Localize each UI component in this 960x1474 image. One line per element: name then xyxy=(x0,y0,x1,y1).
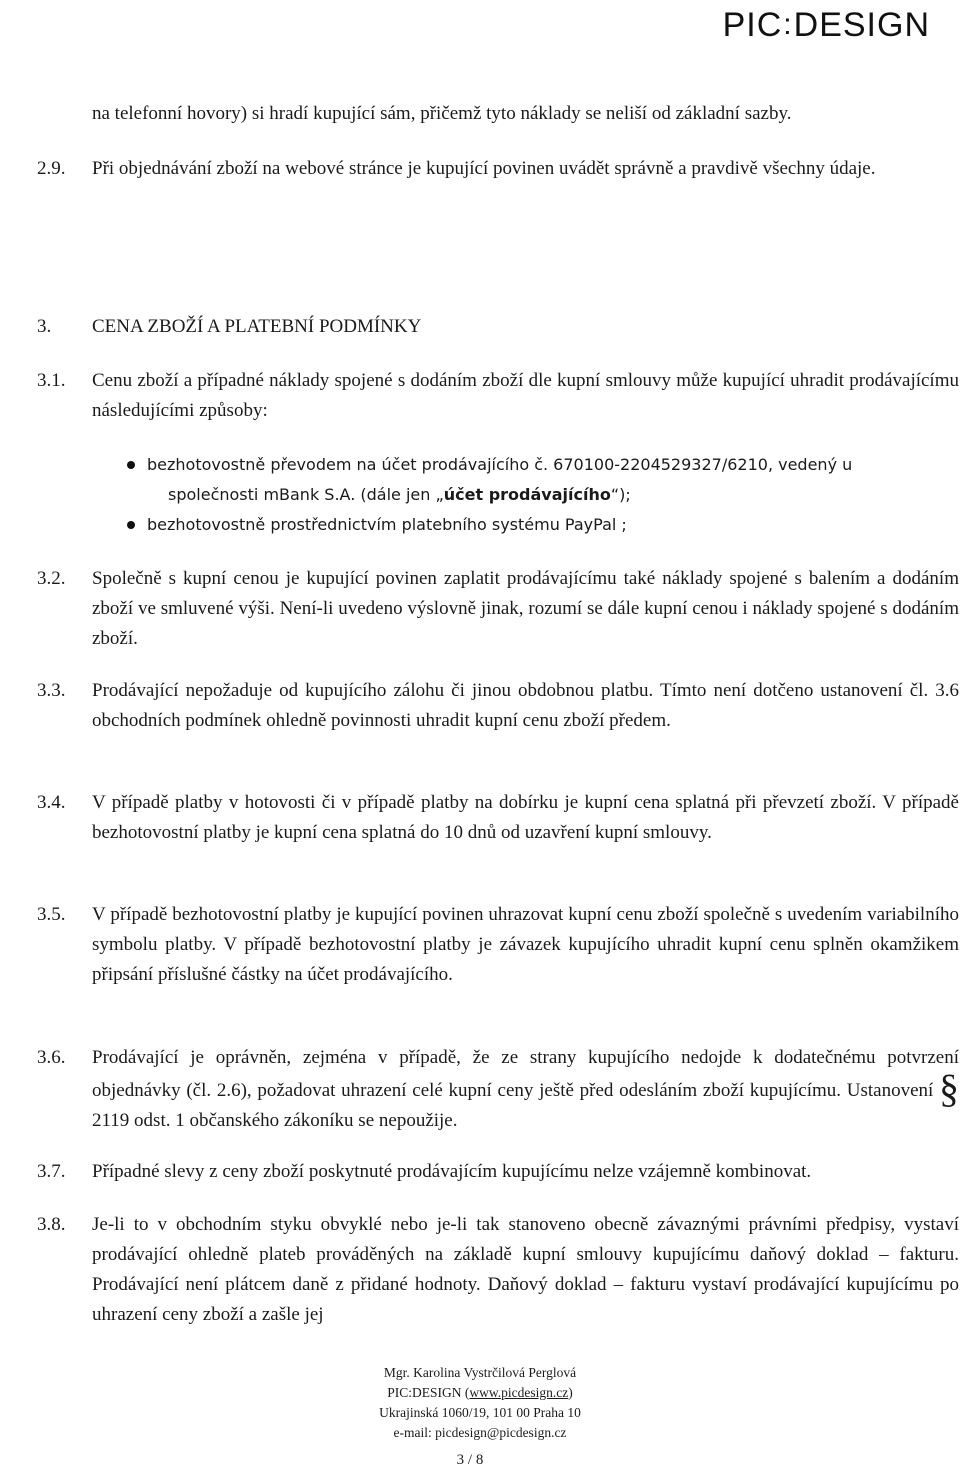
paragraph-2-9 xyxy=(37,154,959,184)
paragraph-number: 3.2. xyxy=(37,568,66,589)
paragraph-text: Prodávající je oprávněn, zejména v případě, že ze strany kupujícího nedojde k dodatečnému potvrzení objednávky (čl. 2.6), požadovat uhrazení celé kupní ceny ještě před odesláním zboží kupujícímu. Ustanovení § 2119 odst. 1 občanského zákoníku se nepoužije. xyxy=(92,1047,960,1131)
paragraph-3-5 xyxy=(37,900,959,990)
paragraph-number: 3.3. xyxy=(37,680,66,701)
paragraph-text: Cenu zboží a případné náklady spojené s dodáním zboží dle kupní smlouvy může kupující uhradit prodávajícímu následujícími způsoby: xyxy=(92,370,959,421)
paragraph-3-6 xyxy=(37,1043,959,1136)
paragraph-3-3 xyxy=(37,676,959,736)
paragraph-3-4 xyxy=(37,788,959,848)
paragraph-text: Prodávající nepožaduje od kupujícího zálohu či jinou obdobnou platbu. Tímto není dotčeno ustanovení čl. 3.6 obchodních podmínek ohledně povinnosti uhradit kupní cenu zboží předem. xyxy=(92,680,959,731)
footer-name: Mgr. Karolina Vystrčilová Perglová xyxy=(383,1365,577,1380)
bullet-icon xyxy=(127,461,135,469)
continuation-line: na telefonní hovory) si hradí kupující sám, přičemž tyto náklady se neliší od základní sazby. xyxy=(92,103,792,124)
paragraph-number: 3.6. xyxy=(37,1047,66,1068)
paragraph-text: Případné slevy z ceny zboží poskytnuté prodávajícím kupujícímu nelze vzájemně kombinovat. xyxy=(92,1161,812,1182)
paragraph-3-2 xyxy=(37,564,959,654)
list-item: bezhotovostně převodem na účet prodávajícího č. 670100-2204529327/6210, vedený u společnosti mBank S.A. (dále jen „účet prodávajícího“); xyxy=(127,450,957,510)
footer-address: Ukrajinská 1060/19, 101 00 Praha 10 xyxy=(379,1405,581,1420)
paragraph-text: Je-li to v obchodním styku obvyklé nebo je-li tak stanoveno obecně závaznými právními předpisy, vystaví prodávající ohledně plateb prováděných na základě kupní smlouvy kupujícímu daňový doklad – fakturu. Prodávající není plátcem daně z přidané hodnoty. Daňový doklad – fakturu vystaví prodávající kupujícímu po uhrazení ceny zboží a zašle jej xyxy=(92,1214,959,1325)
bullet-icon xyxy=(127,521,135,529)
paragraph-number: 3.1. xyxy=(37,370,66,391)
section-title: CENA ZBOŽÍ A PLATEBNÍ PODMÍNKY xyxy=(92,316,422,337)
paragraph-number: 3.7. xyxy=(37,1161,66,1182)
paragraph-text: V případě bezhotovostní platby je kupující povinen uhrazovat kupní cenu zboží společně s uvedením variabilního symbolu platby. V případě bezhotovostní platby je závazek kupujícího uhradit kupní cenu splněn okamžikem připsání příslušné částky na účet prodávajícího. xyxy=(92,904,959,985)
section-heading-3 xyxy=(37,312,959,342)
paragraph-number: 3.8. xyxy=(37,1214,66,1235)
paragraph-text: Společně s kupní cenou je kupující povinen zaplatit prodávajícímu také náklady spojené s balením a dodáním zboží ve smluvené výši. Není-li uvedeno výslovně jinak, rozumí se dále kupní cenou i náklady spojené s dodáním zboží. xyxy=(92,568,959,649)
list-item: bezhotovostně prostřednictvím platebního systému PayPal ; xyxy=(127,510,957,540)
footer-company: PIC:DESIGN (www.picdesign.cz) xyxy=(387,1385,573,1400)
page-number: 3 / 8 xyxy=(456,1452,484,1468)
paragraph-number: 2.9. xyxy=(37,158,66,179)
company-logo: PIC:DESIGN xyxy=(722,6,930,44)
paragraph-number: 3.4. xyxy=(37,792,66,813)
paragraph-3-8 xyxy=(37,1210,959,1330)
paragraph-text: Při objednávání zboží na webové stránce je kupující povinen uvádět správně a pravdivě všechny údaje. xyxy=(92,158,876,179)
section-sign-icon: § xyxy=(939,1066,960,1111)
payment-methods-list xyxy=(127,450,957,540)
paragraph-number: 3.5. xyxy=(37,904,66,925)
footer-email: e-mail: picdesign@picdesign.cz xyxy=(393,1425,567,1440)
paragraph-text: V případě platby v hotovosti či v případě platby na dobírku je kupní cena splatná při převzetí zboží. V případě bezhotovostní platby je kupní cena splatná do 10 dnů od uzavření kupní smlouvy. xyxy=(92,792,959,843)
website-link[interactable]: www.picdesign.cz xyxy=(469,1385,569,1400)
paragraph-3-1 xyxy=(37,366,959,426)
bank-account-term: účet prodávajícího xyxy=(443,485,611,504)
section-number: 3. xyxy=(37,316,52,337)
page-footer xyxy=(0,1363,960,1443)
paragraph-3-7 xyxy=(37,1157,959,1187)
